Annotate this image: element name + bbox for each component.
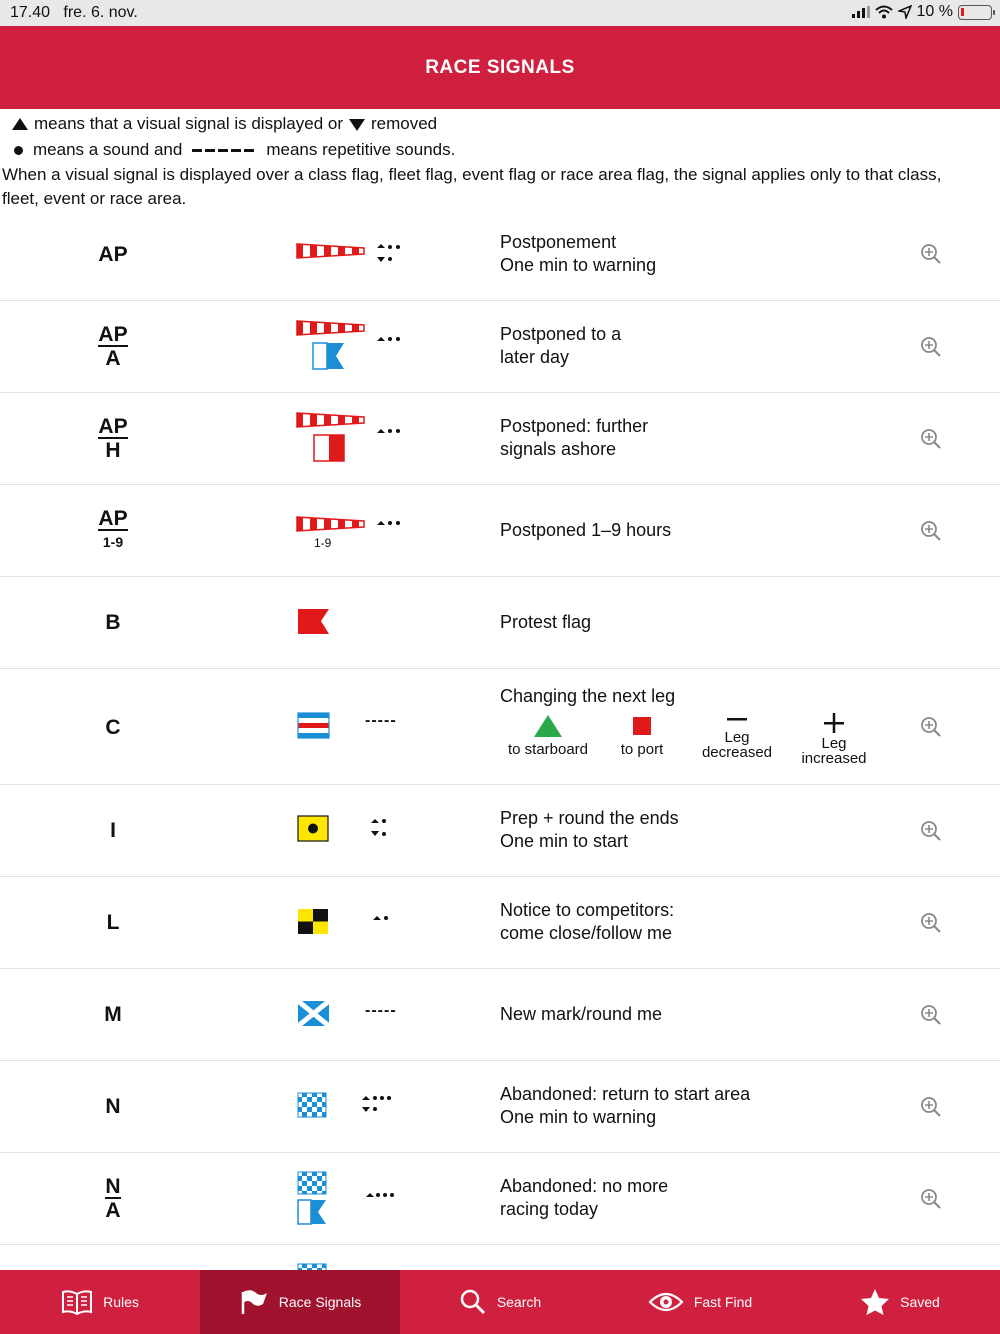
tab-label: Saved [900, 1294, 940, 1310]
signal-code [80, 415, 146, 462]
tab-fast-find[interactable] [600, 1270, 800, 1334]
repetitive-sound-icon: ----- [365, 1002, 397, 1019]
legend-label: to starboard [507, 741, 589, 758]
description-line: racing today [500, 1199, 599, 1219]
battery-icon [958, 5, 992, 20]
legend-starboard [500, 713, 596, 757]
description-line: Postponed: further [500, 416, 649, 436]
cellular-signal-icon [852, 6, 870, 18]
tab-race-signals[interactable] [200, 1270, 400, 1334]
signal-code [80, 243, 146, 266]
legend-label: to port [620, 741, 664, 758]
signal-code [80, 716, 146, 739]
tab-label: Rules [103, 1294, 139, 1310]
zoom-in-icon[interactable] [920, 1004, 942, 1026]
signal-code-text: L [106, 911, 120, 934]
description-line: signals ashore [500, 439, 617, 459]
description-line: Postponed to a [500, 324, 622, 344]
legend-label: Leg [724, 729, 750, 746]
legend-port [604, 713, 680, 757]
zoom-in-icon[interactable] [920, 520, 942, 542]
intro-line-sound [0, 137, 1000, 163]
signal-description [500, 899, 674, 945]
zoom-in-icon[interactable] [920, 336, 942, 358]
book-icon [61, 1288, 93, 1316]
b-flag-icon [297, 608, 333, 636]
intro-legend [0, 111, 1000, 211]
signal-code [80, 819, 146, 842]
tab-rules[interactable] [0, 1270, 200, 1334]
battery-percent: 10 % [916, 3, 953, 20]
signal-description [500, 323, 621, 369]
description-line: New mark/round me [500, 1004, 663, 1024]
signal-row-i[interactable] [0, 785, 1000, 877]
tab-saved[interactable] [800, 1270, 1000, 1334]
app-header [0, 26, 1000, 109]
c-flag-icon [297, 712, 331, 740]
plus-icon [822, 713, 846, 733]
location-arrow-icon [898, 5, 912, 19]
intro-text: means that a visual signal is displayed or [34, 114, 343, 133]
description-line: One min to warning [500, 255, 657, 275]
description-line: Abandoned: no more [500, 1176, 669, 1196]
green-triangle-icon [532, 713, 564, 739]
signal-code [80, 507, 146, 554]
description-line: Changing the next leg [500, 686, 676, 706]
minus-icon [725, 713, 749, 727]
intro-paragraph: When a visual signal is displayed over a class flag, fleet flag, event flag or race area flag, the signal applies only to that class, fleet, event or race area. [2, 165, 942, 208]
signal-code-top: AP [98, 323, 128, 346]
description-line: come close/follow me [500, 923, 673, 943]
signal-row-ap-1-9[interactable] [0, 485, 1000, 577]
eye-icon [648, 1290, 684, 1314]
signal-code [80, 1175, 146, 1222]
zoom-in-icon[interactable] [920, 1188, 942, 1210]
zoom-in-icon[interactable] [920, 912, 942, 934]
tab-bar [0, 1270, 1000, 1334]
ap-over-a-flags-icon [296, 319, 410, 375]
description-line: Prep + round the ends [500, 808, 679, 828]
ap-over-h-flags-icon [296, 411, 410, 467]
legend-label: increased [801, 750, 867, 767]
sound-dot-icon [14, 146, 23, 155]
signal-description [500, 519, 671, 542]
status-bar [0, 0, 1000, 26]
description-line: Protest flag [500, 612, 592, 632]
legend-decreased [696, 713, 778, 760]
zoom-in-icon[interactable] [920, 1096, 942, 1118]
description-line: later day [500, 347, 570, 367]
signal-code-text: N [105, 1095, 121, 1118]
signal-description [500, 1003, 662, 1026]
signal-code-top: N [105, 1175, 121, 1198]
signal-code-text: C [105, 716, 121, 739]
clock-date: fre. 6. nov. [63, 4, 138, 21]
status-time [10, 4, 138, 22]
signal-row-l[interactable] [0, 877, 1000, 969]
signal-description [500, 1175, 668, 1221]
signal-row-ap[interactable] [0, 210, 1000, 301]
signal-row-c[interactable] [0, 669, 1000, 785]
signal-description [500, 611, 591, 634]
tab-label: Fast Find [693, 1294, 753, 1310]
zoom-in-icon[interactable] [920, 820, 942, 842]
legend-increased [792, 713, 876, 766]
legend-label: Leg [821, 735, 847, 752]
signal-list [0, 210, 1000, 1275]
signal-code-text: AP [98, 243, 128, 266]
l-flag-icon [297, 908, 397, 936]
description-line: Notice to competitors: [500, 900, 675, 920]
signal-row-ap-h[interactable] [0, 393, 1000, 485]
triangle-up-icon [12, 118, 28, 130]
star-icon [860, 1288, 890, 1316]
signal-row-n[interactable] [0, 1061, 1000, 1153]
signal-code-text: B [105, 611, 121, 634]
intro-text: means repetitive sounds. [266, 140, 456, 159]
signal-code-sub: H [105, 439, 121, 462]
signal-description [500, 1083, 750, 1129]
signal-code-text: M [104, 1003, 122, 1026]
tab-search[interactable] [400, 1270, 600, 1334]
zoom-in-icon[interactable] [920, 716, 942, 738]
description-line: Abandoned: return to start area [500, 1084, 751, 1104]
clock-time: 17.40 [10, 4, 51, 21]
wifi-icon [875, 5, 893, 19]
signal-code-top: AP [98, 415, 128, 438]
search-icon [459, 1288, 487, 1316]
n-over-a-flags-icon [297, 1171, 407, 1227]
ap-pennant-icon [296, 242, 410, 272]
signal-code [80, 911, 146, 934]
signal-code-top: AP [98, 507, 128, 530]
flag-icon [239, 1288, 269, 1316]
signal-code [80, 1003, 146, 1026]
signal-code [80, 1095, 146, 1118]
signal-row-b[interactable] [0, 577, 1000, 669]
intro-line-visual [0, 111, 1000, 137]
signal-description [500, 807, 679, 853]
signal-description [500, 231, 656, 277]
m-flag-icon [297, 1000, 331, 1028]
signal-description [500, 415, 648, 461]
legend-label: decreased [701, 744, 773, 761]
description-line: Postponed 1–9 hours [500, 520, 672, 540]
signal-row-ap-a[interactable] [0, 301, 1000, 393]
n-flag-icon [297, 1092, 407, 1120]
signal-code-sub: A [105, 1199, 121, 1222]
description-line: One min to warning [500, 1107, 657, 1127]
signal-code-text: I [110, 819, 116, 842]
zoom-in-icon[interactable] [920, 428, 942, 450]
intro-text: means a sound and [33, 140, 183, 159]
repetitive-sound-icon: ----- [365, 712, 397, 729]
intro-text: removed [371, 114, 438, 133]
signal-code-sub: A [105, 347, 121, 370]
signal-code [80, 611, 146, 634]
description-line: Postponement [500, 232, 617, 252]
signal-row-n-a[interactable] [0, 1153, 1000, 1245]
signal-code-sub: 1-9 [102, 534, 124, 550]
repetitive-sound-icon [192, 149, 256, 152]
pennant-hours-label: 1-9 [314, 536, 332, 550]
status-indicators [852, 3, 992, 21]
tab-label: Search [496, 1294, 542, 1310]
i-flag-icon [297, 815, 397, 845]
description-line: One min to start [500, 831, 629, 851]
tab-label: Race Signals [278, 1294, 362, 1310]
page-title: RACE SIGNALS [425, 57, 575, 78]
leg-change-legend [500, 713, 900, 769]
signal-code [80, 323, 146, 370]
signal-description [500, 685, 675, 708]
triangle-down-icon [349, 119, 365, 131]
signal-row-m[interactable] [0, 969, 1000, 1061]
ap-pennant-icon [296, 515, 410, 537]
red-square-icon [630, 713, 654, 739]
zoom-in-icon[interactable] [920, 243, 942, 265]
